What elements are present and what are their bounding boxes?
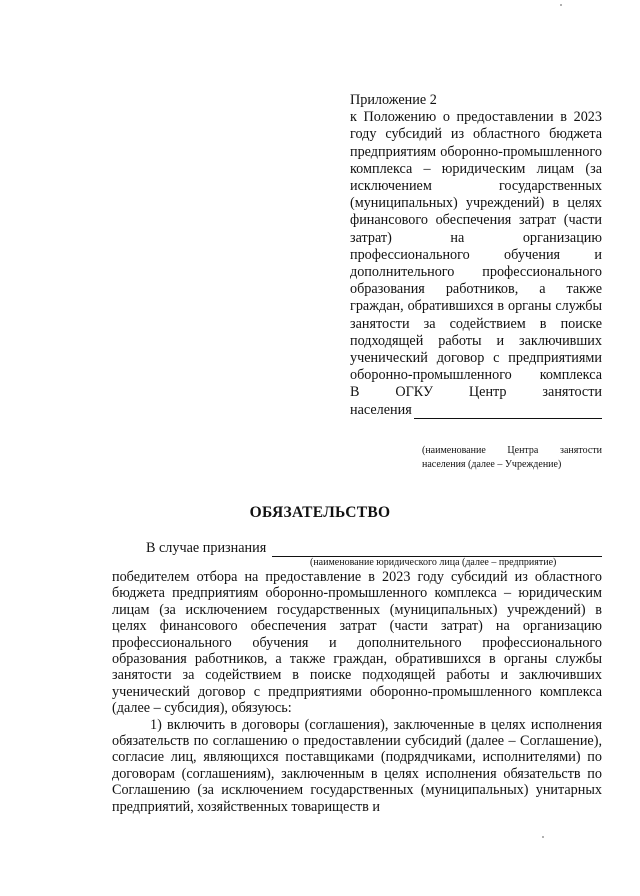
main-text: [112, 569, 602, 815]
scan-speck: [542, 836, 544, 838]
paragraph-item-1: 1) включить в договоры (соглашения), заключенные в целях исполнения обязательств по соглашению о предоставлении субсидий (далее – Соглашение), согласие лиц, являющихся поставщиками (подрядчиками, исполнителями) по договорам (соглашениям), заключенным в целях исполнения обязательств по Соглашению (за исключением государственных (муниципальных) унитарных предприятий, хозяйственных товариществ и: [112, 716, 602, 815]
center-name-caption: (наименование Центра занятости населения (далее – Учреждение): [422, 445, 602, 470]
enterprise-name-caption: (наименование юридического лица (далее – предприятие): [310, 557, 557, 568]
center-name-blank: [414, 404, 602, 419]
population-label: населения: [350, 401, 412, 418]
paragraph-obligation: победителем отбора на предоставление в 2023 году субсидий из областного бюджета предприятиям оборонно-промышленного комплекса – юридическим лицам (за исключением государственных (муниципальных) учреждений) в целях финансового обеспечения затрат (части затрат) на организацию профессионального обучения и дополнительного профессионального образования работников, а также граждан, обратившихся в органы службы занятости за содействием в поиске подходящей работы и заключивших ученический договор с предприятиями оборонно-промышленного комплекса (далее – субсидия), обязуюсь:: [112, 569, 602, 717]
appendix-number: Приложение 2: [350, 92, 437, 108]
recognition-label: В случае признания: [146, 540, 267, 556]
document-title: ОБЯЗАТЕЛЬСТВО: [249, 504, 391, 521]
appendix-header: [350, 92, 602, 419]
addressee-line: В ОГКУ Центр занятости: [350, 384, 602, 401]
scan-speck: [560, 4, 562, 6]
recognition-line: [146, 540, 602, 557]
enterprise-name-blank: [272, 542, 602, 557]
population-line: [350, 402, 602, 419]
appendix-text: к Положению о предоставлении в 2023 году субсидий из областного бюджета предприятиям оборонно-промышленного комплекса – юридическим лицам (за исключением государственных (муниципальных) учреждений) в целях финансового обеспечения затрат (части затрат) на организацию профессионального обучения и дополнительного профессионального образования работников, а также граждан, обратившихся в органы службы занятости за содействием в поиске подходящей работы и заключивших ученический договор с предприятиями оборонно-промышленного комплекса: [350, 109, 602, 384]
